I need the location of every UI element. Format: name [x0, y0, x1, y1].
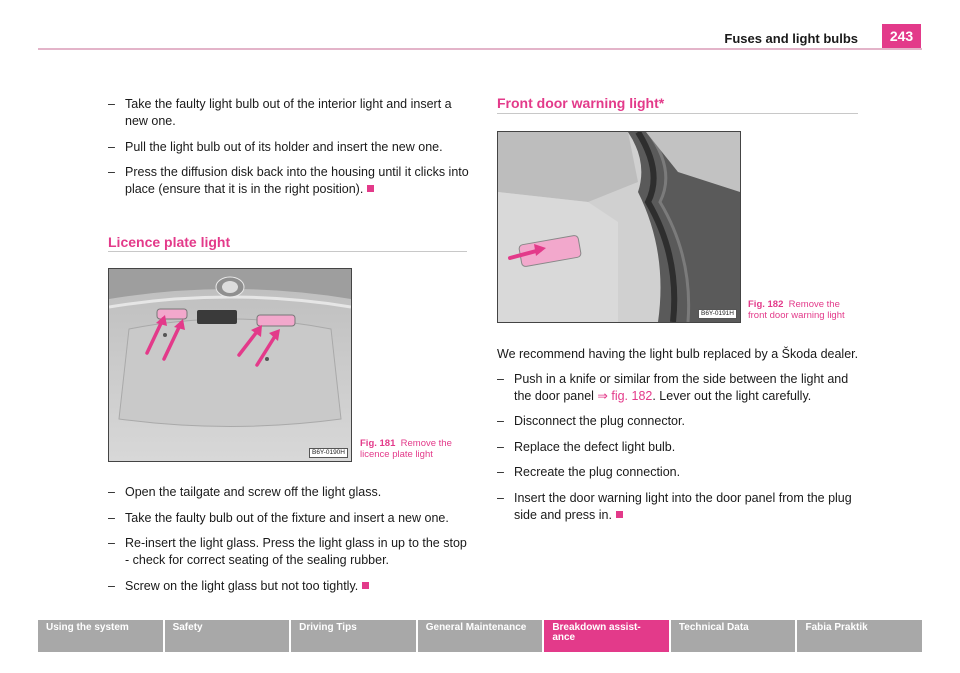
step-door-5: – Insert the door warning light into the door panel from the plug side and press in. [497, 491, 852, 522]
step-door-4: – Recreate the plug connection. [497, 465, 681, 479]
door-intro: We recommend having the light bulb replaced by a Škoda dealer. [497, 347, 859, 361]
figure-licence-plate [108, 268, 352, 462]
intro-step-3: – Press the diffusion disk back into the housing until it clicks into place (ensure that it is in the right position). [108, 165, 469, 196]
page-number [882, 24, 921, 48]
caption-label-181: Fig. 181 [360, 438, 396, 449]
intro-step-1: – Take the faulty light bulb out of the interior light and insert a new one. [108, 97, 452, 128]
header-divider [38, 48, 922, 50]
figure-caption-182 [748, 299, 860, 321]
end-marker-icon [616, 511, 623, 518]
nav-tab-fabia-praktik[interactable]: Fabia Praktik [797, 620, 922, 652]
figure-code-181: B6Y-0190H [309, 448, 348, 458]
step-door-1-before: Push in a knife or similar from the side between the light and the door panel [514, 372, 849, 403]
section-rule-right [497, 113, 858, 114]
caption-text-181: Remove the licence plate light [360, 438, 452, 460]
header-title: Fuses and light bulbs [724, 31, 858, 46]
intro-step-3-text: Press the diffusion disk back into the housing until it clicks into place (ensure that it is in the right position). [125, 165, 469, 196]
section-rule-left [108, 251, 467, 252]
nav-tab-technical-data[interactable]: Technical Data [671, 620, 796, 652]
licence-plate-illustration [109, 269, 351, 461]
step-licence-3: – Re-insert the light glass. Press the light glass in up to the stop - check for correct seating of the sealing rubber. [108, 536, 467, 567]
end-marker-icon [367, 185, 374, 192]
nav-tab-driving-tips[interactable]: Driving Tips [291, 620, 416, 652]
section-title-licence-plate: Licence plate light [108, 234, 231, 250]
section-title-door-warning: Front door warning light* [497, 95, 665, 111]
step-door-1-after: . Lever out the light carefully. [652, 389, 812, 403]
figure-door-warning [497, 131, 741, 323]
fig-182-link[interactable]: ⇒ fig. 182 [597, 389, 653, 403]
step-door-2: – Disconnect the plug connector. [497, 414, 685, 428]
step-licence-1: – Open the tailgate and screw off the light glass. [108, 485, 382, 499]
step-door-5-text: Insert the door warning light into the door panel from the plug side and press in. [514, 491, 852, 522]
intro-step-2: – Pull the light bulb out of its holder and insert the new one. [108, 140, 443, 154]
page-number-text: 243 [889, 28, 914, 44]
figure-code-182: B6Y-0191H [698, 309, 737, 319]
nav-tab-general-maintenance[interactable]: General Maintenance [418, 620, 543, 652]
bottom-nav [38, 620, 922, 652]
step-licence-4: – Screw on the light glass but not too tightly. [108, 578, 470, 595]
nav-tab-breakdown-assistance[interactable]: Breakdown assist- ance [544, 620, 669, 652]
step-licence-4-text: Screw on the light glass but not too tightly. [125, 579, 359, 593]
end-marker-icon [362, 582, 369, 589]
caption-label-182: Fig. 182 [748, 299, 784, 310]
nav-tab-safety[interactable]: Safety [165, 620, 290, 652]
step-door-3: – Replace the defect light bulb. [497, 440, 676, 454]
nav-tab-using-the-system[interactable]: Using the system [38, 620, 163, 652]
figure-caption-181 [360, 438, 470, 460]
caption-text-182: Remove the front door warning light [748, 299, 845, 321]
step-door-1: – Push in a knife or similar from the side between the light and the door panel ⇒ fig. 182. Lever out the light carefully. [497, 372, 849, 403]
door-warning-illustration [498, 132, 740, 322]
step-licence-2: – Take the faulty bulb out of the fixture and insert a new one. [108, 511, 449, 525]
